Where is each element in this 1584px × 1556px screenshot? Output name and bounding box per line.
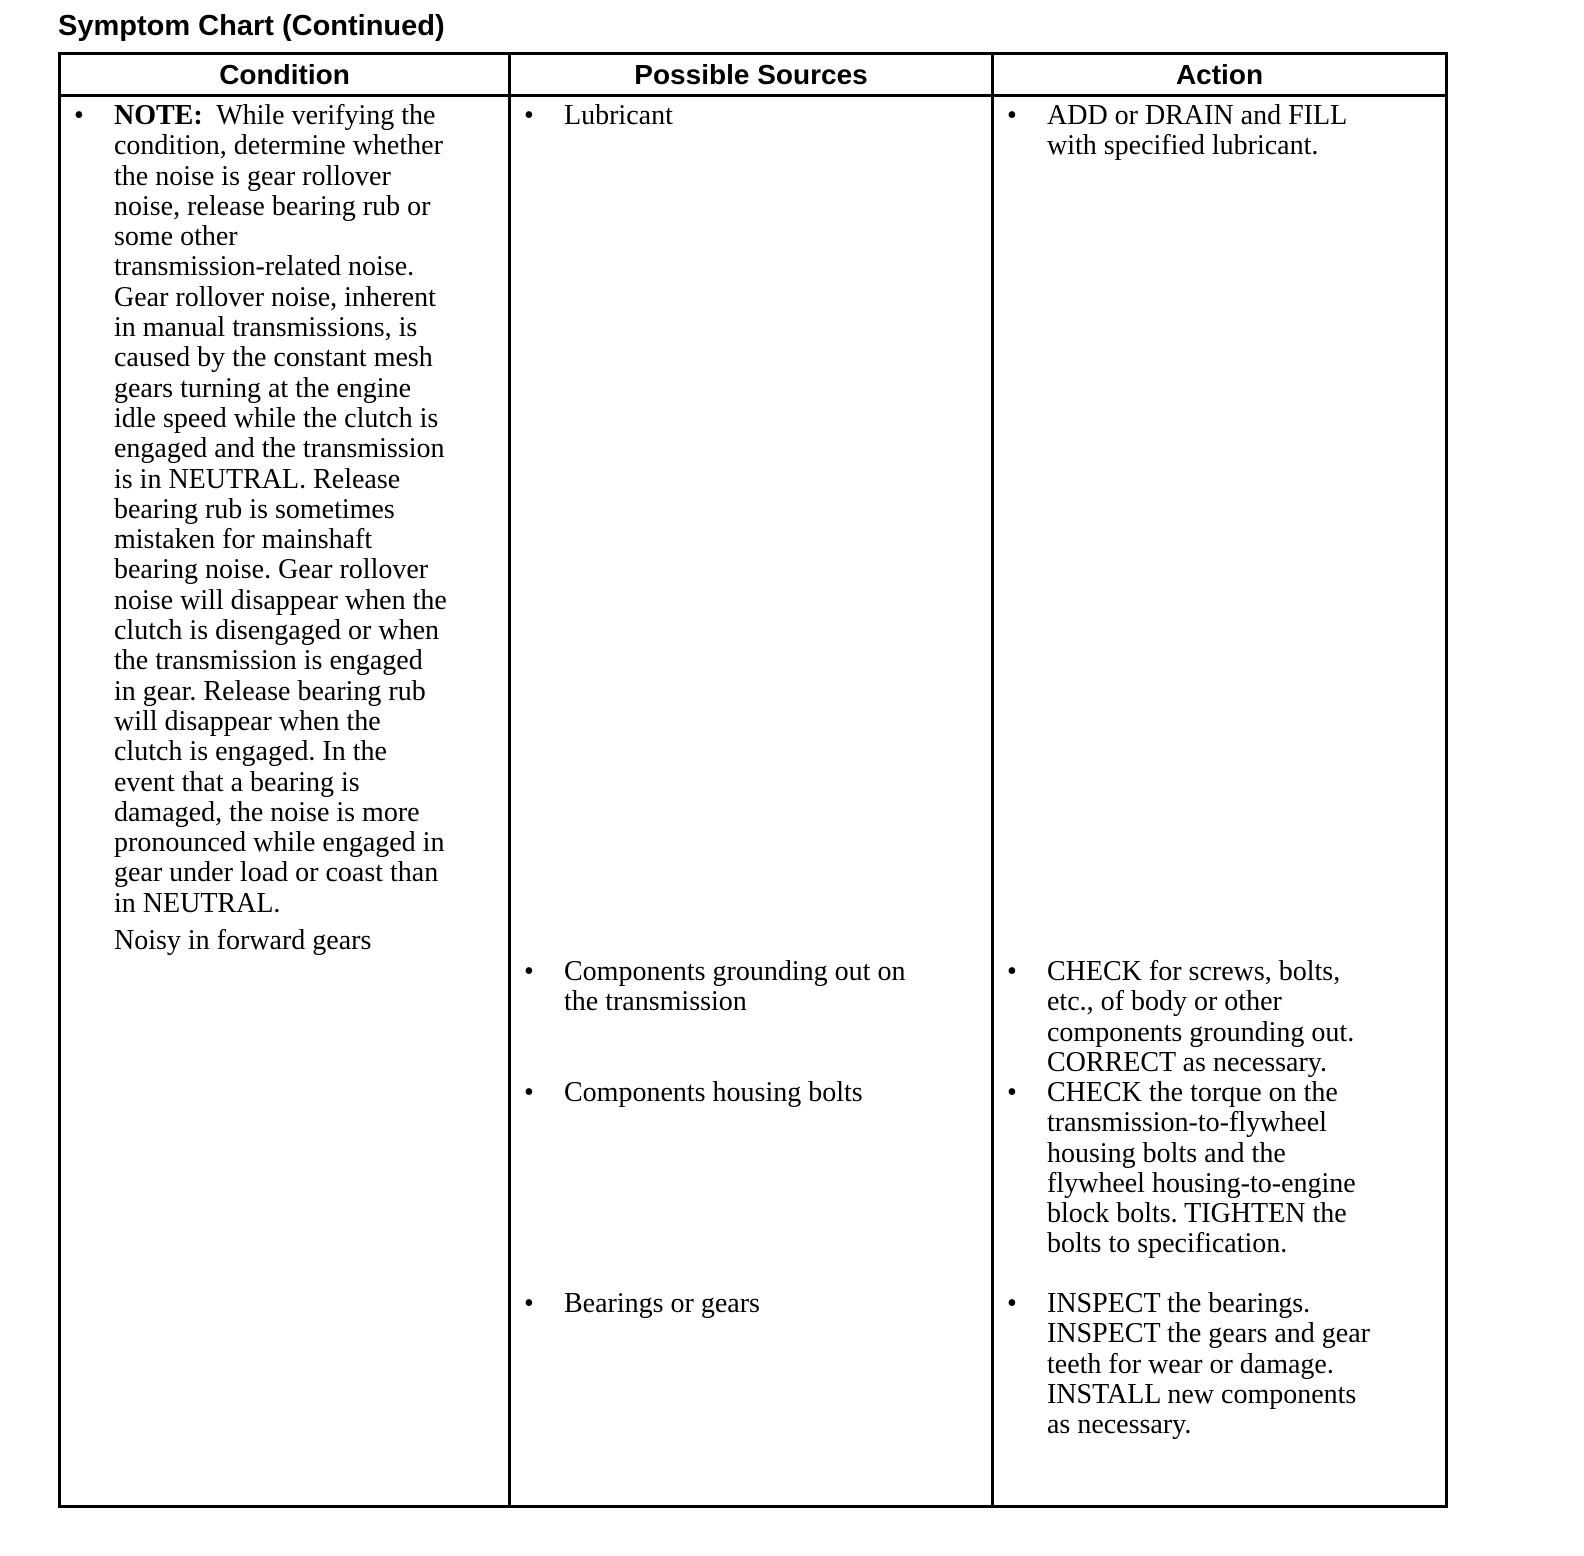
action-line: CORRECT as necessary. xyxy=(1047,1046,1327,1078)
column-divider xyxy=(991,55,994,1505)
note-line: is in NEUTRAL. Release xyxy=(114,463,401,495)
note-line: idle speed while the clutch is xyxy=(114,402,439,434)
action-item xyxy=(1047,101,1347,162)
column-divider xyxy=(508,55,511,1505)
source-item xyxy=(564,957,905,1018)
note-label: NOTE: xyxy=(114,100,203,131)
note-line: caused by the constant mesh xyxy=(114,342,433,374)
action-line: as necessary. xyxy=(1047,1409,1192,1441)
note-line: the transmission is engaged xyxy=(114,645,423,677)
note-line: will disappear when the xyxy=(114,705,381,737)
note-line: pronounced while engaged in xyxy=(114,827,445,859)
action-bullet: • xyxy=(1007,100,1017,131)
chart-title: Symptom Chart (Continued) xyxy=(58,10,445,42)
note-line: in gear. Release bearing rub xyxy=(114,675,426,707)
action-bullet: • xyxy=(1007,956,1017,987)
note-line: mistaken for mainshaft xyxy=(114,524,373,556)
action-line: bolts to specification. xyxy=(1047,1228,1288,1260)
note-line: noise, release bearing rub or xyxy=(114,190,431,222)
condition-note xyxy=(114,101,447,919)
note-line: event that a bearing is xyxy=(114,766,360,798)
action-line: teeth for wear or damage. xyxy=(1047,1348,1334,1380)
action-line: ADD or DRAIN and FILL xyxy=(1047,100,1348,131)
action-line: housing bolts and the xyxy=(1047,1137,1286,1169)
source-bullet: • xyxy=(524,956,534,987)
header-action: Action xyxy=(1175,59,1264,90)
action-bullet: • xyxy=(1007,1288,1017,1319)
note-line: clutch is engaged. In the xyxy=(114,736,387,768)
note-line: Gear rollover noise, inherent xyxy=(114,281,436,313)
condition-bullet: • xyxy=(74,100,84,131)
source-line: Bearings or gears xyxy=(564,1288,760,1319)
source-bullet: • xyxy=(524,1288,534,1319)
note-line: bearing rub is sometimes xyxy=(114,493,395,525)
condition-symptom: Noisy in forward gears xyxy=(114,925,372,956)
action-bullet: • xyxy=(1007,1077,1017,1108)
source-bullet: • xyxy=(524,100,534,131)
note-line: the noise is gear rollover xyxy=(114,160,391,192)
note-line: While verifying the xyxy=(216,100,436,131)
source-bullet: • xyxy=(524,1077,534,1108)
source-line: Components grounding out on xyxy=(564,956,906,987)
note-line: some other xyxy=(114,221,238,253)
header-condition: Condition xyxy=(219,59,350,90)
action-line: with specified lubricant. xyxy=(1047,130,1319,162)
note-line: engaged and the transmission xyxy=(114,433,445,465)
note-line: clutch is disengaged or when xyxy=(114,615,440,647)
action-line: transmission-to-flywheel xyxy=(1047,1107,1327,1139)
action-line: components grounding out. xyxy=(1047,1016,1355,1048)
action-item xyxy=(1047,1289,1370,1440)
note-line: in manual transmissions, is xyxy=(114,312,418,344)
action-line: INSTALL new components xyxy=(1047,1378,1357,1410)
source-line: Lubricant xyxy=(564,100,673,131)
action-item xyxy=(1047,957,1354,1078)
note-line: bearing noise. Gear rollover xyxy=(114,554,429,586)
note-line: gears turning at the engine xyxy=(114,372,412,404)
action-item xyxy=(1047,1078,1356,1260)
action-line: INSPECT the bearings. xyxy=(1047,1288,1311,1319)
source-line: the transmission xyxy=(564,986,747,1018)
source-item xyxy=(564,1289,760,1319)
symptom-table xyxy=(58,52,1448,1508)
source-item xyxy=(564,1078,863,1108)
note-line: in NEUTRAL. xyxy=(114,887,281,919)
action-line: etc., of body or other xyxy=(1047,986,1282,1018)
source-item xyxy=(564,101,673,131)
source-line: Components housing bolts xyxy=(564,1077,863,1108)
note-first-line xyxy=(114,101,447,131)
header-possible-sources: Possible Sources xyxy=(634,59,868,90)
note-line: transmission-related noise. xyxy=(114,251,415,283)
note-line: condition, determine whether xyxy=(114,130,443,162)
action-line: flywheel housing-to-engine xyxy=(1047,1167,1356,1199)
action-line: block bolts. TIGHTEN the xyxy=(1047,1198,1347,1230)
action-line: INSPECT the gears and gear xyxy=(1047,1318,1370,1350)
note-line: gear under load or coast than xyxy=(114,857,439,889)
action-line: CHECK for screws, bolts, xyxy=(1047,956,1341,987)
action-line: CHECK the torque on the xyxy=(1047,1077,1338,1108)
note-line: damaged, the noise is more xyxy=(114,796,420,828)
note-line: noise will disappear when the xyxy=(114,584,447,616)
